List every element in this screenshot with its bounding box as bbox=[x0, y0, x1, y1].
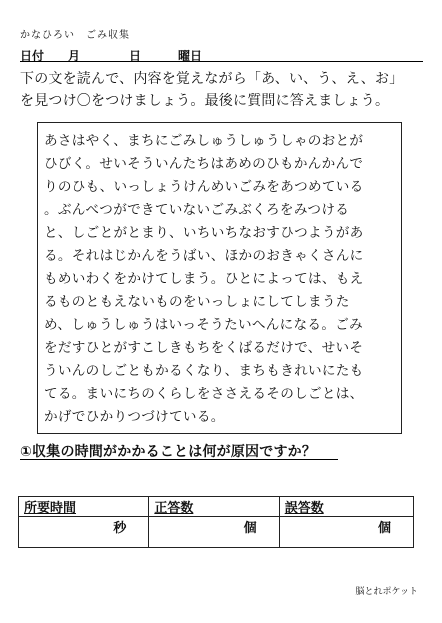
instructions bbox=[20, 68, 425, 112]
time-header: 所要時間 bbox=[19, 497, 149, 517]
passage-line: あさはやく、まちにごみしゅうしゅうしゃのおとが bbox=[44, 133, 364, 149]
passage-line: もめいわくをかけてしまう。ひとによっては、もえ bbox=[44, 271, 364, 287]
passage-line: るものともえないものをいっしょにしてしまうた bbox=[44, 294, 350, 310]
count-unit: 個 bbox=[243, 521, 257, 536]
count-unit: 個 bbox=[377, 521, 391, 536]
wrong-header: 誤答数 bbox=[279, 497, 413, 517]
passage-line: と、しごとがとまり、いちいちなおすひつようがあ bbox=[44, 225, 364, 241]
correct-answer-cell[interactable] bbox=[149, 517, 279, 548]
question-1: ①収集の時間がかかることは何が原因ですか？ bbox=[20, 444, 317, 460]
passage-line: る。それはじかんをうばい、ほかのおきゃくさんに bbox=[44, 248, 364, 264]
day-label: 日 bbox=[129, 49, 142, 63]
passage-line: かげでひかりつづけている。 bbox=[44, 409, 225, 425]
time-answer-cell[interactable] bbox=[19, 517, 149, 548]
answer-table bbox=[18, 496, 414, 548]
instruction-line: を見つけ〇をつけましょう。最後に質問に答えましょう。 bbox=[20, 93, 390, 109]
passage-box bbox=[37, 122, 402, 434]
passage-line: ひびく。せいそういんたちはあめのひもかんかんで bbox=[44, 156, 364, 172]
passage-line: ういんのしごともかるくなり、まちもきれいにたも bbox=[44, 363, 364, 379]
worksheet-title: かなひろい ごみ収集 bbox=[20, 30, 130, 41]
weekday-label: 曜日 bbox=[178, 49, 203, 63]
question-rule bbox=[20, 459, 338, 460]
passage-line: をだすひとがすこしきもちをくばるだけで、せいそ bbox=[44, 340, 364, 356]
passage-line: め、しゅうしゅうはいっそうたいへんになる。ごみ bbox=[44, 317, 364, 333]
date-line-rule bbox=[20, 61, 423, 62]
date-line bbox=[20, 47, 420, 61]
passage-line: りのひも、いっしょうけんめいごみをあつめている bbox=[44, 179, 364, 195]
passage-line: てる。まいにちのくらしをささえるそのしごとは、 bbox=[44, 386, 364, 402]
wrong-answer-cell[interactable] bbox=[279, 517, 413, 548]
instruction-line: 下の文を読んで、内容を覚えながら「あ、い、う、え、お」 bbox=[20, 71, 404, 87]
correct-header: 正答数 bbox=[149, 497, 279, 517]
month-label: 月 bbox=[68, 49, 81, 63]
seconds-unit: 秒 bbox=[113, 521, 127, 536]
passage-line: 。ぶんべつができていないごみぶくろをみつける bbox=[44, 202, 350, 218]
date-label: 日付 bbox=[20, 49, 45, 63]
footer-brand: 脳とれポケット bbox=[355, 587, 418, 597]
